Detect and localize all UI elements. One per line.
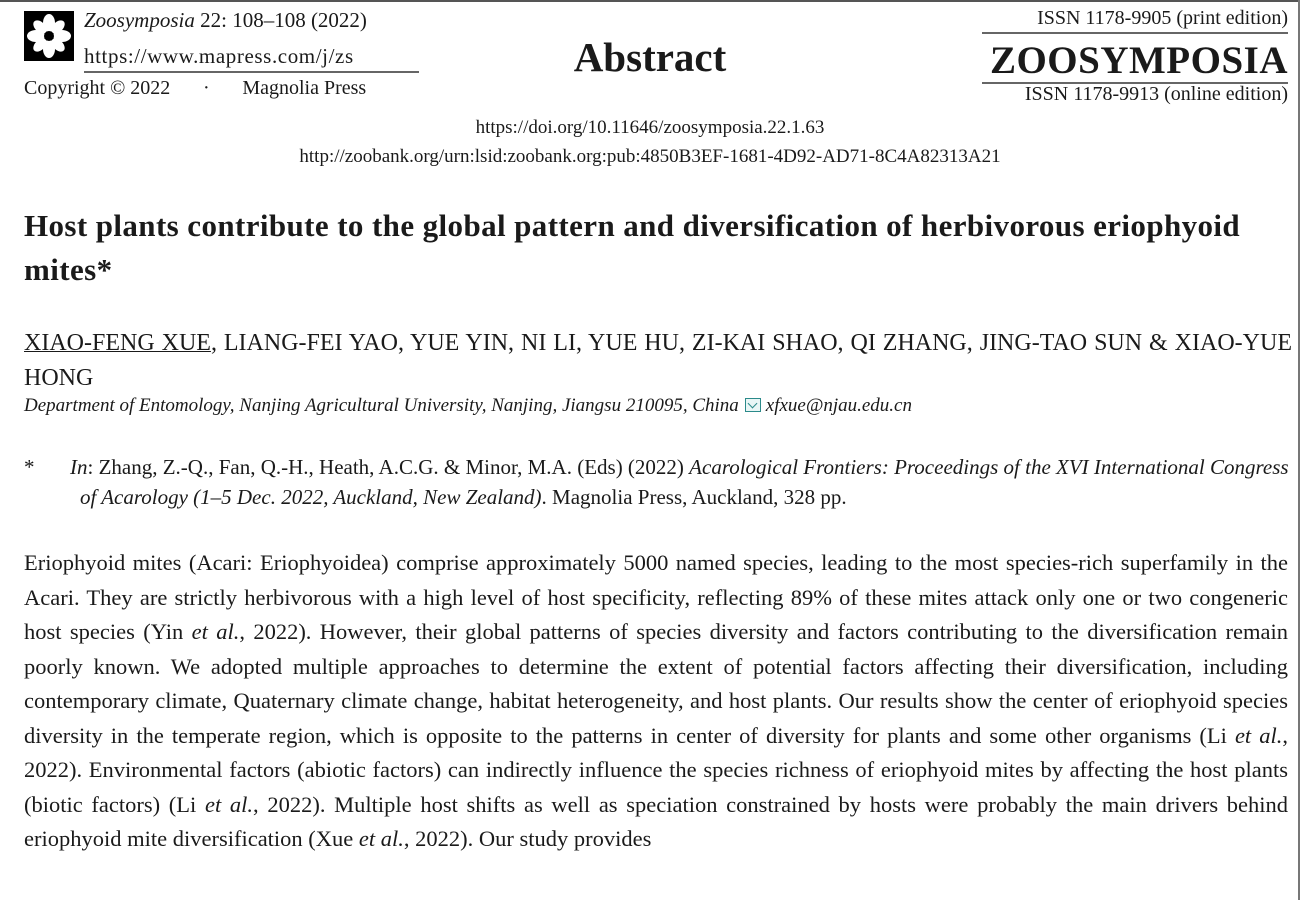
abstract-part-5: , 2022). Our study provides — [403, 826, 652, 851]
publisher: Magnolia Press — [242, 77, 367, 99]
journal-url[interactable]: https://www.mapress.com/j/zs — [84, 44, 354, 68]
abstract-body — [24, 546, 1288, 857]
copyright: Copyright © 2022 — [24, 77, 171, 99]
affiliation — [24, 395, 912, 417]
in-label: In — [70, 455, 88, 479]
author-list — [24, 326, 1292, 396]
page-border-top — [0, 0, 1300, 2]
volume-pages: 22: 108–108 (2022) — [194, 8, 367, 32]
header-rule-right-top — [982, 32, 1288, 34]
zoobank-link[interactable]: http://zoobank.org/urn:lsid:zoobank.org:pub:4850B3EF-1681-4D92-AD71-8C4A82313A21 — [299, 146, 1001, 167]
et-al-2: et al. — [1234, 722, 1283, 748]
flower-icon — [24, 11, 74, 61]
proceedings-title: Acarological Frontiers: Proceedings of the XVI International Congress of Acarology (1–5 Dec. 2022, Auckland, New Zealand) — [80, 455, 1289, 509]
paper-title: Host plants contribute to the global pattern and diversification of herbivorous eriophyoid mites* — [24, 208, 1241, 287]
et-al-1: et al. — [191, 619, 240, 644]
journal-brand: ZOOSYMPOSIA — [989, 39, 1288, 82]
doi-link[interactable]: https://doi.org/10.11646/zoosymposia.22.1.63 — [475, 117, 825, 138]
proceedings-citation — [70, 452, 1290, 512]
email-icon[interactable] — [745, 398, 761, 412]
header-rule-left — [84, 71, 419, 73]
other-authors: , LIANG-FEI YAO, YUE YIN, NI LI, YUE HU, ZI-KAI SHAO, QI ZHANG, JING-TAO SUN & XIAO-YUE HONG — [24, 330, 1292, 391]
et-al-4: et al. — [358, 826, 404, 851]
section-heading: Abstract — [573, 34, 727, 80]
email-address[interactable]: xfxue@njau.edu.cn — [765, 395, 912, 416]
issn-print: ISSN 1178-9905 (print edition) — [1037, 7, 1288, 29]
editors: : Zhang, Z.-Q., Fan, Q.-H., Heath, A.C.G. & Minor, M.A. (Eds) (2022) — [87, 455, 690, 479]
issn-online: ISSN 1178-9913 (online edition) — [1024, 83, 1288, 105]
proceedings-note — [24, 452, 1290, 512]
abstract-part-4: , 2022). Multiple host shifts as well as speciation constrained by hosts were probably the main drivers behind eriophyoid mite diversification (Xue — [24, 791, 1288, 851]
first-author[interactable]: XIAO-FENG XUE — [24, 330, 211, 356]
abstract-part-1: Eriophyoid mites (Acari: Eriophyoidea) comprise approximately 5000 named species, leading to the most species-rich superfamily in the Acari. They are strictly herbivorous with a high level of host specificity, reflecting 89% of these mites attack only one or two congeneric host species (Yin — [24, 550, 1288, 644]
copyright-separator: · — [202, 77, 210, 99]
copyright-line — [24, 77, 366, 100]
footnote-star: * — [24, 455, 35, 479]
journal-citation — [84, 8, 367, 33]
proceedings-publisher: . Magnolia Press, Auckland, 328 pp. — [541, 485, 847, 509]
abstract-part-2: , 2022). However, their global patterns of species diversity and factors contributing to the diversification remain poorly known. We adopted multiple approaches to determine the extent of potential factors affecting their diversification, including contemporary climate, Quaternary climate change, habitat heterogeneity, and host plants. Our results show the center of eriophyoid species diversity in the temperate region, which is opposite to the patterns in center of diversity for plants and some other organisms (Li — [24, 619, 1288, 748]
abstract-part-3: , 2022). Environmental factors (abiotic factors) can indirectly influence the species richness of eriophyoid mites by affecting the host plants (biotic factors) (Li — [24, 722, 1288, 817]
et-al-3: et al. — [204, 791, 254, 817]
journal-name: Zoosymposia — [84, 8, 195, 32]
affiliation-text: Department of Entomology, Nanjing Agricultural University, Nanjing, Jiangsu 210095, China — [24, 395, 739, 416]
